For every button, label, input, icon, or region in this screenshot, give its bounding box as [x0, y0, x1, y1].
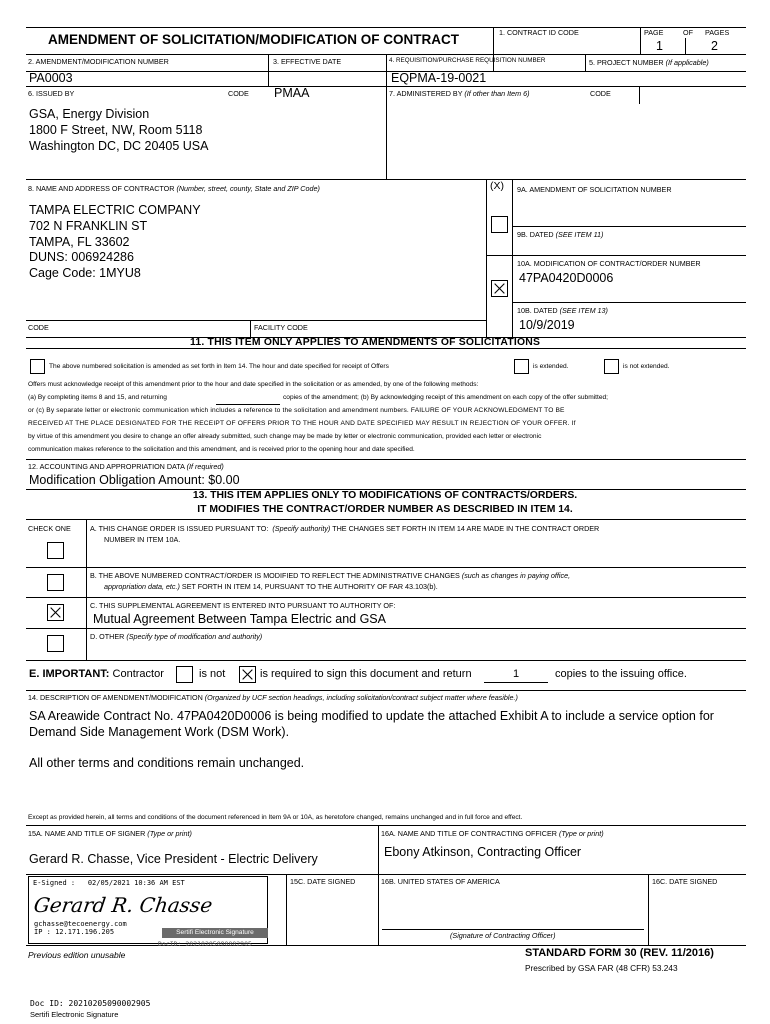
rule: [26, 348, 746, 349]
rule: [378, 825, 379, 945]
rule: [26, 27, 746, 28]
dated-10b-note: (SEE ITEM 13): [559, 306, 608, 315]
accounting-note: (If required): [186, 462, 224, 471]
amend-mod-value[interactable]: PA0003: [29, 71, 73, 85]
item13-c-text: C. THIS SUPPLEMENTAL AGREEMENT IS ENTERED INTO PURSUANT TO AUTHORITY OF:: [90, 601, 396, 610]
rule: [286, 874, 287, 945]
esigned-label: E-Signed :: [33, 879, 76, 887]
item13-c-value[interactable]: Mutual Agreement Between Tampa Electric and GSA: [93, 612, 386, 626]
rule: [585, 54, 586, 71]
extended-label: is extended.: [533, 363, 569, 370]
accounting-text: 12. ACCOUNTING AND APPROPRIATION DATA: [28, 462, 185, 471]
date-signed-15c: 15C. DATE SIGNED: [290, 877, 356, 886]
item-10-checkbox-checked[interactable]: [491, 280, 508, 297]
issuer-line: GSA, Energy Division: [29, 107, 150, 121]
effective-date-label: 3. EFFECTIVE DATE: [273, 57, 342, 66]
esigned-value: 02/05/2021 10:36 AM EST: [87, 879, 185, 887]
item11-text: communication makes reference to the solicitation and this amendment, and is received prior to the opening hour and date specified.: [28, 446, 415, 453]
copies-underline: [484, 682, 548, 683]
x-mark-icon: [492, 281, 507, 296]
item11-checkbox[interactable]: [30, 359, 45, 374]
rule: [486, 255, 746, 256]
item13-d-text: D. OTHER: [90, 632, 125, 641]
rule: [268, 54, 269, 86]
important-contractor: Contractor: [112, 668, 164, 680]
issued-code-value[interactable]: PMAA: [274, 86, 310, 100]
contractor-code-label: CODE: [28, 323, 49, 332]
rule: [250, 320, 251, 337]
item13-b-text2: SET FORTH IN ITEM 14, PURSUANT TO THE AUTHORITY OF FAR 43.103(b).: [181, 582, 438, 591]
project-number-text: 5. PROJECT NUMBER: [589, 58, 664, 67]
issued-by-label: 6. ISSUED BY: [28, 89, 75, 98]
contractor-line: 702 N FRANKLIN ST: [29, 219, 148, 233]
rule: [26, 825, 746, 826]
previous-edition: Previous edition unusable: [28, 950, 126, 960]
rule: [26, 945, 746, 946]
description-label: [28, 693, 518, 702]
esigned-line: [33, 879, 185, 887]
issuer-line: Washington DC, DC 20405 USA: [29, 139, 209, 153]
item13-b-checkbox[interactable]: [47, 574, 64, 591]
administered-by-text: 7. ADMINISTERED BY: [389, 89, 463, 98]
pages-label: PAGES: [705, 28, 730, 37]
contractor-line: TAMPA, FL 33602: [29, 235, 130, 249]
rule: [26, 567, 746, 568]
dated-10b-label: [517, 306, 608, 315]
contractor-line: DUNS: 006924286: [29, 250, 134, 264]
rule: [26, 628, 746, 629]
item13-b-note2: appropriation data, etc.): [104, 582, 180, 591]
item13-c-checkbox-checked[interactable]: [47, 604, 64, 621]
rule: [648, 874, 649, 945]
contractor-line: TAMPA ELECTRIC COMPANY: [29, 203, 201, 217]
officer-value[interactable]: Ebony Atkinson, Contracting Officer: [384, 845, 582, 859]
prescribed-by: Prescribed by GSA FAR (48 CFR) 53.243: [525, 963, 678, 973]
page-label: PAGE: [644, 28, 664, 37]
co-signature-line[interactable]: [382, 929, 644, 930]
rule: [26, 179, 746, 180]
rule: [640, 27, 641, 54]
important-is-not: is not: [199, 668, 226, 680]
item11-text: by virtue of this amendment you desire to change an offer already submitted, such change may be made by letter or electronic communication, provided each letter or electronic: [28, 433, 542, 440]
item11-heading: 11. THIS ITEM ONLY APPLIES TO AMENDMENTS OF SOLICITATIONS: [190, 337, 541, 348]
issuer-line: 1800 F Street, NW, Room 5118: [29, 123, 203, 137]
signer-value[interactable]: Gerard R. Chasse, Vice President - Electric Delivery: [29, 852, 318, 866]
pages-total: 2: [711, 39, 718, 53]
item11-text: (a) By completing items 8 and 15, and returning: [28, 394, 167, 401]
contractor-note: (Number, street, county, State and ZIP Code): [176, 184, 320, 193]
important-label: E. IMPORTANT:: [29, 668, 110, 680]
item13-d-line: [90, 632, 262, 641]
date-signed-16c: 16C. DATE SIGNED: [652, 877, 718, 886]
rule: [26, 597, 746, 598]
contract-id-label: 1. CONTRACT ID CODE: [499, 28, 579, 37]
rule: [26, 874, 746, 875]
item13-b-note: (such as changes in paying office,: [461, 571, 571, 580]
description-line: Demand Side Management Work (DSM Work).: [29, 725, 290, 739]
description-line: All other terms and conditions remain unchanged.: [29, 756, 305, 770]
standard-form: STANDARD FORM 30 (REV. 11/2016): [525, 947, 714, 959]
rule: [26, 320, 486, 321]
rule: [26, 690, 746, 691]
item13-a-checkbox[interactable]: [47, 542, 64, 559]
item13-heading: IT MODIFIES THE CONTRACT/ORDER NUMBER AS DESCRIBED IN ITEM 14.: [197, 504, 573, 515]
signer-note: (Type or print): [147, 829, 192, 838]
description-text: 14. DESCRIPTION OF AMENDMENT/MODIFICATION: [28, 693, 203, 702]
is-required-checkbox-checked[interactable]: [239, 666, 256, 683]
important-copies-label: copies to the issuing office.: [555, 668, 687, 680]
rule: [512, 302, 746, 303]
item13-a-text: A. THIS CHANGE ORDER IS ISSUED PURSUANT TO:: [90, 524, 269, 533]
x-column-label: (X): [490, 180, 504, 192]
footer-sertifi: Sertifi Electronic Signature: [30, 1010, 119, 1019]
signature-script: Gerard R. Chasse: [32, 893, 214, 917]
rule: [26, 519, 746, 520]
dated-9b-note: (SEE ITEM 11): [555, 230, 604, 239]
item13-a-note: (Specify authority): [272, 524, 331, 533]
form-title: AMENDMENT OF SOLICITATION/MODIFICATION OF CONTRACT: [48, 32, 459, 47]
project-number-label: [589, 58, 709, 67]
dated-9b-text: 9B. DATED: [517, 230, 554, 239]
item13-a-text2: THE CHANGES SET FORTH IN ITEM 14 ARE MADE IN THE CONTRACT ORDER: [332, 524, 600, 533]
item11-text: or (c) By separate letter or electronic communication which includes a reference to the solicitation and amendment numbers. FAILURE OF YOUR ACKNOWLEDGMENT TO BE: [28, 407, 565, 414]
project-number-note: (If applicable): [665, 58, 709, 67]
rule: [512, 179, 513, 337]
contractor-line: Cage Code: 1MYU8: [29, 266, 141, 280]
req-purchase-value[interactable]: EQPMA-19-0021: [391, 71, 487, 85]
usa-label: 16B. UNITED STATES OF AMERICA: [381, 877, 500, 886]
rule: [26, 660, 746, 661]
administered-by-note: (If other than Item 6): [464, 89, 530, 98]
description-line: SA Areawide Contract No. 47PA0420D0006 is being modified to update the attached Exhibit A to include a service option for: [29, 709, 714, 723]
is-not-checkbox[interactable]: [176, 666, 193, 683]
item13-d-checkbox[interactable]: [47, 635, 64, 652]
not-extended-label: is not extended.: [623, 363, 670, 370]
item11-line1: The above numbered solicitation is amended as set forth in Item 14. The hour and date specified for receipt of Offers: [49, 363, 389, 370]
except-text: Except as provided herein, all terms and conditions of the document referenced in Item 9A or 10A, as heretofore changed, remains unchanged and in full force and effect.: [28, 814, 523, 821]
contractor-text: 8. NAME AND ADDRESS OF CONTRACTOR: [28, 184, 175, 193]
co-signature-label: (Signature of Contracting Officer): [450, 931, 556, 940]
item13-b-text: B. THE ABOVE NUMBERED CONTRACT/ORDER IS MODIFIED TO REFLECT THE ADMINISTRATIVE CHANGES: [90, 571, 460, 580]
contractor-label: [28, 184, 320, 193]
signer-label: [28, 829, 192, 838]
administered-code-label: CODE: [590, 89, 611, 98]
facility-code-label: FACILITY CODE: [254, 323, 308, 332]
important-is-required: is required to sign this document and return: [260, 668, 472, 680]
rule: [26, 459, 746, 460]
item-9-checkbox[interactable]: [491, 216, 508, 233]
of-label: OF: [683, 28, 693, 37]
accounting-value[interactable]: Modification Obligation Amount: $0.00: [29, 473, 240, 487]
officer-label: [381, 829, 604, 838]
mod-contract-value[interactable]: 47PA0420D0006: [519, 271, 614, 285]
sertifi-badge: Sertifi Electronic Signature: [162, 928, 268, 938]
x-mark-icon: [240, 667, 255, 682]
rule: [512, 226, 746, 227]
check-one-label: CHECK ONE: [28, 524, 71, 533]
item11-text: Offers must acknowledge receipt of this amendment prior to the hour and date specified in the solicitation or as amended, by one of the following methods:: [28, 381, 479, 388]
rule: [86, 519, 87, 660]
signer-email: gchasse@tecoenergy.com: [34, 920, 127, 928]
officer-text: 16A. NAME AND TITLE OF CONTRACTING OFFICER: [381, 829, 557, 838]
extended-checkbox[interactable]: [514, 359, 529, 374]
rule: [685, 38, 686, 54]
item11-text: copies of the amendment; (b) By acknowledging receipt of this amendment on each copy of the offer submitted;: [283, 394, 608, 401]
dated-10b-value[interactable]: 10/9/2019: [519, 318, 575, 332]
footer-docid: Doc ID: 20210205090002905: [30, 999, 151, 1008]
rule: [486, 179, 487, 337]
dated-10b-text: 10B. DATED: [517, 306, 558, 315]
item11-text: RECEIVED AT THE PLACE DESIGNATED FOR THE RECEIPT OF OFFERS PRIOR TO THE HOUR AND DATE SPECIFIED MAY RESULT IN REJECTION OF YOUR OFFER. If: [28, 420, 576, 427]
item13-b-line: [90, 571, 570, 580]
description-note: (Organized by UCF section headings, including solicitation/contract subject matter where feasible.): [204, 693, 518, 702]
accounting-label: [28, 462, 224, 471]
important-copies-value[interactable]: 1: [512, 668, 520, 680]
mod-contract-label: 10A. MODIFICATION OF CONTRACT/ORDER NUMBER: [517, 259, 701, 268]
x-mark-icon: [48, 605, 63, 620]
item13-b-line2: [104, 582, 438, 591]
item13-d-note: (Specify type of modification and authority): [126, 632, 263, 641]
rule: [386, 54, 387, 179]
req-purchase-label: 4. REQUISITION/PURCHASE REQUISITION NUMBER: [389, 57, 546, 64]
page-number: 1: [656, 39, 663, 53]
amend-mod-label: 2. AMENDMENT/MODIFICATION NUMBER: [28, 57, 169, 66]
signer-text: 15A. NAME AND TITLE OF SIGNER: [28, 829, 146, 838]
officer-note: (Type or print): [558, 829, 604, 838]
item13-heading: 13. THIS ITEM APPLIES ONLY TO MODIFICATIONS OF CONTRACTS/ORDERS.: [192, 490, 578, 501]
item13-a-text3: NUMBER IN ITEM 10A.: [104, 535, 181, 544]
item13-a-line: [90, 524, 599, 533]
signer-ip: IP : 12.171.196.205: [34, 928, 115, 936]
copies-blank[interactable]: [216, 404, 280, 405]
issued-code-label: CODE: [228, 89, 249, 98]
amend-solicitation-label: 9A. AMENDMENT OF SOLICITATION NUMBER: [517, 185, 672, 194]
rule: [639, 86, 640, 104]
docid-overlay: DocID: 20210205090002905: [158, 940, 252, 948]
administered-by-label: [389, 89, 529, 98]
not-extended-checkbox[interactable]: [604, 359, 619, 374]
rule: [493, 27, 494, 71]
important-row: [29, 668, 164, 680]
dated-9b-label: [517, 230, 603, 239]
